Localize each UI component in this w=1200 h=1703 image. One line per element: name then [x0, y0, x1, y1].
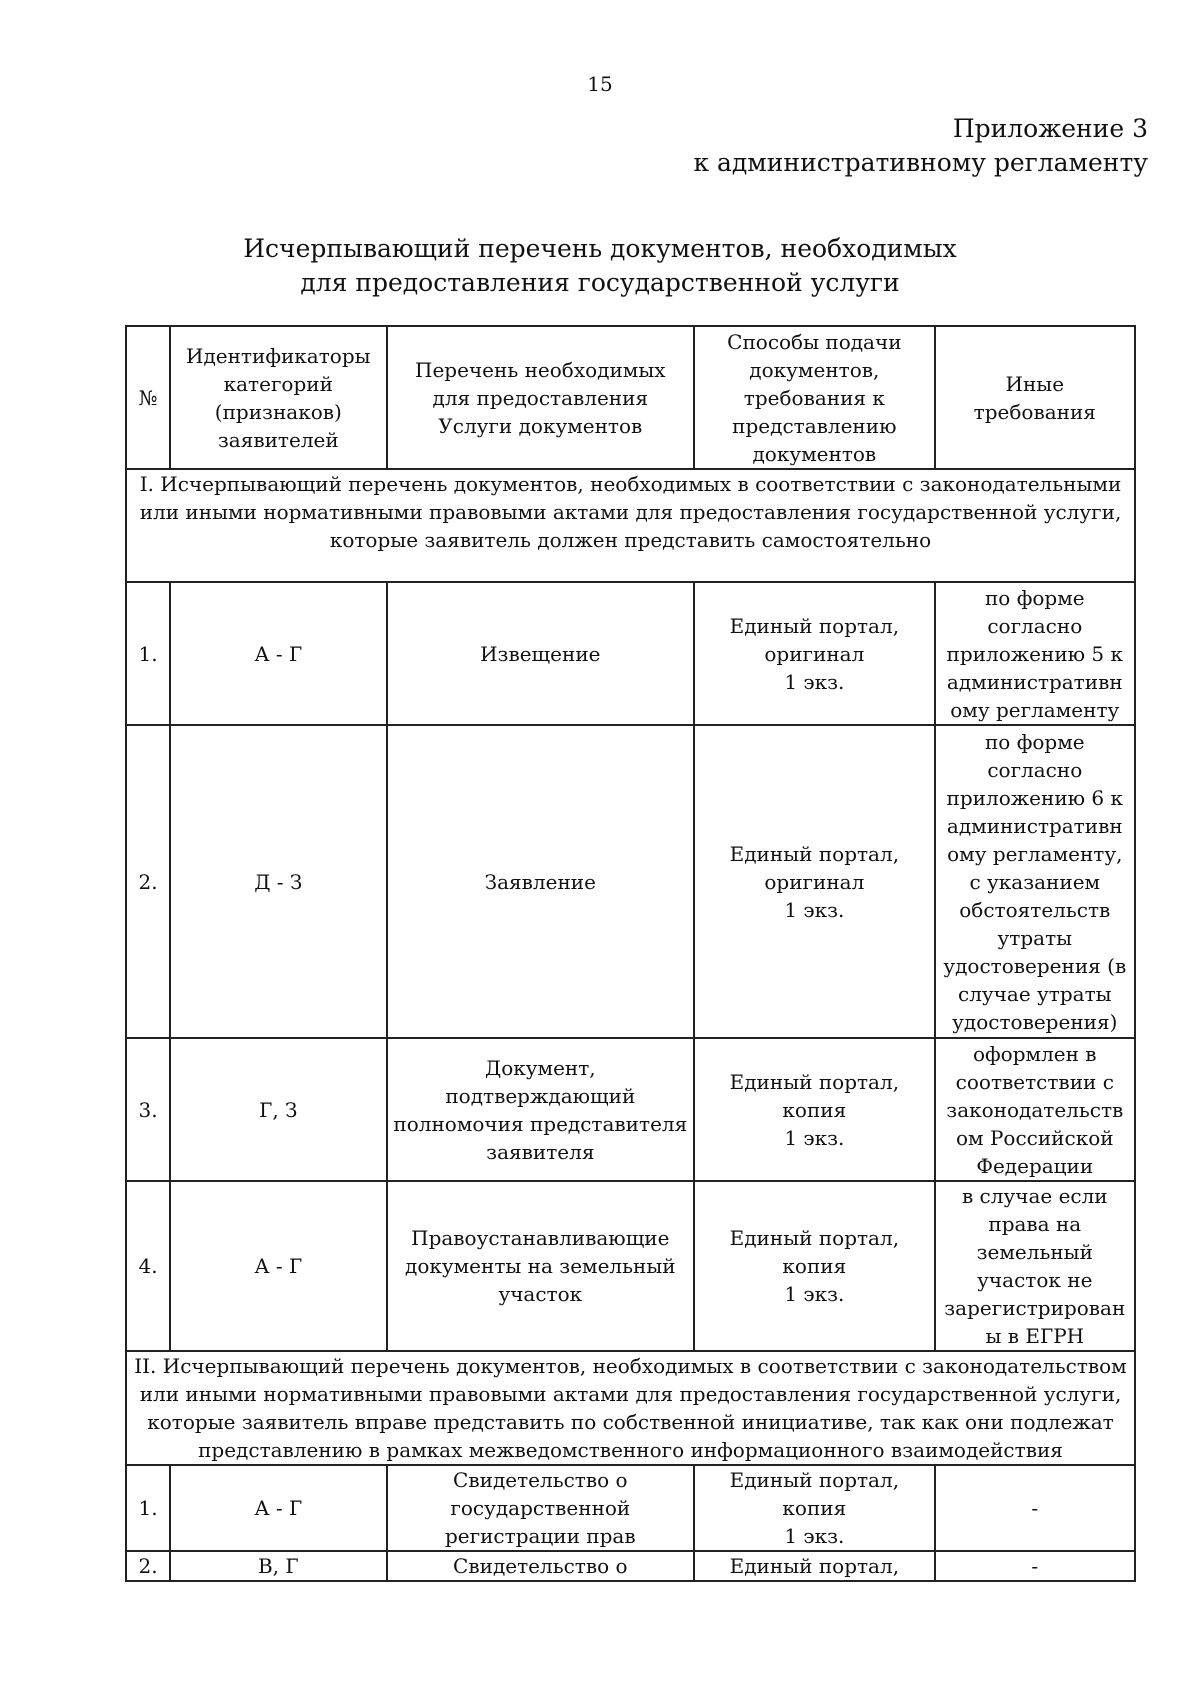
- section-1-row: [126, 469, 1135, 582]
- table-row: [126, 1465, 1135, 1551]
- table-row: [126, 582, 1135, 725]
- page-number: 15: [587, 72, 613, 96]
- section-2-row: [126, 1351, 1135, 1465]
- documents-table: [125, 325, 1136, 1582]
- row-other: в случае если права на земельный участок не зарегистрирован ы в ЕГРН: [935, 1181, 1135, 1351]
- section-2-heading: II. Исчерпывающий перечень документов, необходимых в соответствии с законодательством или иными нормативными правовыми актами для предоставления государственной услуги, которые заявитель вправе представить по собственной инициативе, так как они подлежат представлению в рамках межведомственного информационного взаимодействия: [126, 1351, 1135, 1465]
- table-row: [126, 1551, 1135, 1581]
- header-documents-list: Перечень необходимых для предоставления Услуги документов: [387, 326, 695, 469]
- row-other: -: [935, 1551, 1135, 1581]
- appendix-reference: [693, 112, 1148, 180]
- row-method: Единый портал, копия 1 экз.: [694, 1465, 934, 1551]
- row-number: 2.: [126, 725, 170, 1038]
- header-submission-methods: Способы подачи документов, требования к представлению документов: [694, 326, 934, 469]
- row-other: оформлен в соответствии с законодательств ом Российской Федерации: [935, 1038, 1135, 1181]
- header-other-requirements: Иные требования: [935, 326, 1135, 469]
- row-document: Извещение: [387, 582, 695, 725]
- row-identifiers: А - Г: [170, 582, 386, 725]
- title-line-2: для предоставления государственной услуги: [300, 268, 900, 297]
- table-row: [126, 725, 1135, 1038]
- title-line-1: Исчерпывающий перечень документов, необходимых: [243, 234, 957, 263]
- row-number: 4.: [126, 1181, 170, 1351]
- row-document: Правоустанавливающие документы на земельный участок: [387, 1181, 695, 1351]
- row-document: Свидетельство о: [387, 1551, 695, 1581]
- row-method: Единый портал, оригинал 1 экз.: [694, 582, 934, 725]
- row-number: 1.: [126, 582, 170, 725]
- row-document: Заявление: [387, 725, 695, 1038]
- row-other: по форме согласно приложению 5 к административн ому регламенту: [935, 582, 1135, 725]
- row-identifiers: А - Г: [170, 1181, 386, 1351]
- row-number: 3.: [126, 1038, 170, 1181]
- row-document: Документ, подтверждающий полномочия представителя заявителя: [387, 1038, 695, 1181]
- document-title: [0, 232, 1200, 300]
- appendix-line-2: к административному регламенту: [693, 148, 1148, 177]
- row-number: 2.: [126, 1551, 170, 1581]
- table-row: [126, 1038, 1135, 1181]
- row-method: Единый портал, оригинал 1 экз.: [694, 725, 934, 1038]
- table-row: [126, 1181, 1135, 1351]
- row-method: Единый портал, копия 1 экз.: [694, 1181, 934, 1351]
- row-identifiers: А - Г: [170, 1465, 386, 1551]
- row-document: Свидетельство о государственной регистрации прав: [387, 1465, 695, 1551]
- table-header-row: [126, 326, 1135, 469]
- row-identifiers: Г, З: [170, 1038, 386, 1181]
- row-method: Единый портал, копия 1 экз.: [694, 1038, 934, 1181]
- appendix-line-1: Приложение 3: [952, 114, 1148, 143]
- row-other: по форме согласно приложению 6 к административн ому регламенту, с указанием обстоятельств утраты удостоверения (в случае утраты удостоверения): [935, 725, 1135, 1038]
- row-identifiers: В, Г: [170, 1551, 386, 1581]
- row-identifiers: Д - З: [170, 725, 386, 1038]
- header-identifiers: Идентификаторы категорий (признаков) заявителей: [170, 326, 386, 469]
- header-num: №: [126, 326, 170, 469]
- row-other: -: [935, 1465, 1135, 1551]
- row-number: 1.: [126, 1465, 170, 1551]
- section-1-heading: I. Исчерпывающий перечень документов, необходимых в соответствии с законодательными или иными нормативными правовыми актами для предоставления государственной услуги, которые заявитель должен представить самостоятельно: [126, 469, 1135, 582]
- row-method: Единый портал,: [694, 1551, 934, 1581]
